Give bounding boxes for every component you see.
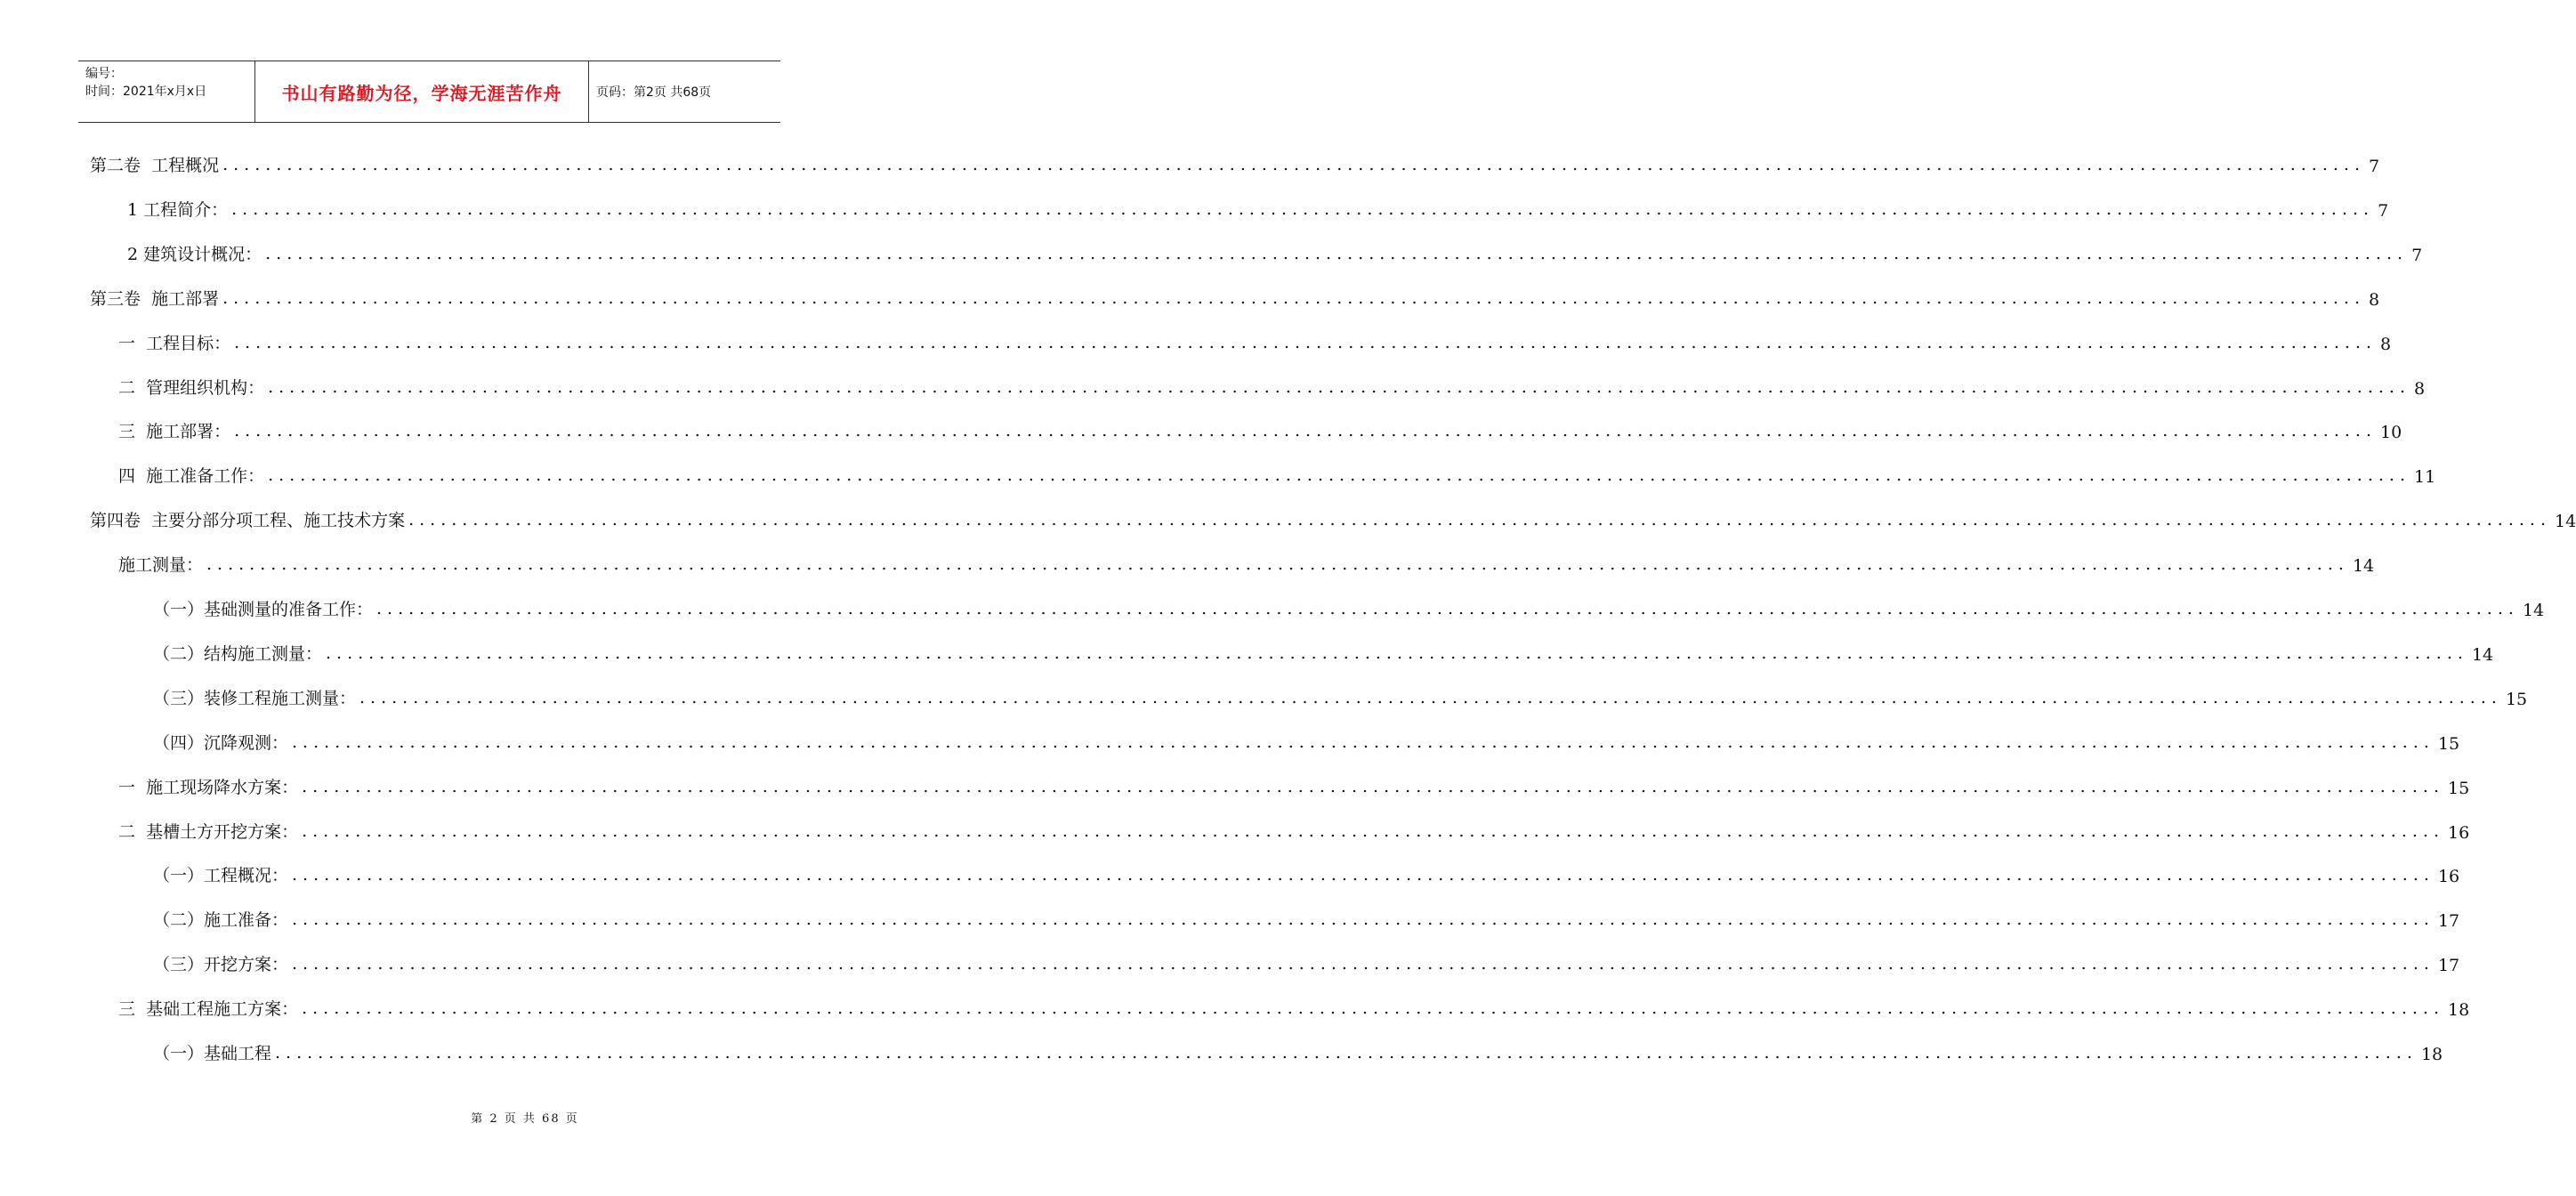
- toc-leader-dots: ........................................................................................................................................................................................................: [234, 421, 2378, 441]
- toc-entry-title: 2 建筑设计概况：: [127, 244, 262, 264]
- toc-leader-dots: ........................................................................................................................................................................................................: [222, 287, 2366, 308]
- toc-entry[interactable]: [118, 816, 2470, 843]
- toc-entry-page: 10: [2380, 423, 2402, 443]
- toc-leader-dots: ........................................................................................................................................................................................................: [302, 820, 2445, 841]
- toc-entry[interactable]: [153, 683, 2528, 709]
- toc-entry-page: 8: [2414, 378, 2426, 399]
- toc-entry[interactable]: [153, 638, 2494, 665]
- toc-entry-title: （一）基础测量的准备工作：: [153, 600, 374, 619]
- toc-leader-dots: ........................................................................................................................................................................................................: [275, 1043, 2418, 1063]
- toc-leader-dots: ........................................................................................................................................................................................................: [268, 376, 2411, 397]
- toc-leader-dots: ........................................................................................................................................................................................................: [265, 243, 2409, 263]
- toc-entry[interactable]: [90, 505, 2576, 532]
- toc-entry-title: 三 施工部署：: [118, 422, 231, 442]
- toc-entry[interactable]: [153, 727, 2460, 754]
- toc-entry-page: 15: [2505, 689, 2528, 709]
- toc-leader-dots: ........................................................................................................................................................................................................: [222, 155, 2366, 174]
- toc-entry-title: 一 工程目标：: [118, 333, 231, 353]
- toc-entry-page: 8: [2369, 289, 2380, 310]
- toc-leader-dots: ........................................................................................................................................................................................................: [359, 687, 2502, 707]
- toc-entry[interactable]: [90, 283, 2380, 310]
- toc-entry-title: （三）开挖方案：: [153, 955, 289, 975]
- toc-entry[interactable]: [118, 327, 2392, 354]
- toc-entry-page: 16: [2437, 867, 2460, 887]
- toc-entry-page: 18: [2448, 1000, 2470, 1021]
- toc-entry-page: 14: [2555, 512, 2576, 532]
- toc-entry[interactable]: [153, 594, 2545, 620]
- toc-leader-dots: ........................................................................................................................................................................................................: [268, 465, 2411, 486]
- toc-entry-page: 14: [2522, 601, 2545, 620]
- toc-entry[interactable]: [118, 993, 2470, 1021]
- toc-leader-dots: ........................................................................................................................................................................................................: [231, 198, 2375, 219]
- toc-leader-dots: ........................................................................................................................................................................................................: [292, 731, 2435, 752]
- toc-entry-page: 7: [2411, 245, 2423, 265]
- toc-entry-title: 第三卷 施工部署: [90, 288, 220, 309]
- toc-leader-dots: ........................................................................................................................................................................................................: [292, 954, 2435, 974]
- toc-entry-title: 四 施工准备工作：: [118, 466, 265, 487]
- header-motto: 书山有路勤为径，学海无涯苦作舟: [255, 61, 589, 122]
- toc-entry[interactable]: [118, 460, 2436, 488]
- toc-entry-page: 17: [2437, 911, 2460, 932]
- toc-entry-page: 14: [2352, 556, 2375, 577]
- toc-entry[interactable]: [90, 150, 2380, 176]
- toc-entry-page: 7: [2378, 200, 2389, 221]
- toc-entry-title: （一）基础工程: [153, 1044, 272, 1063]
- toc-entry-page: 11: [2414, 467, 2436, 488]
- toc-entry[interactable]: [127, 194, 2389, 221]
- toc-entry-title: （一）工程概况：: [153, 866, 289, 886]
- toc-entry[interactable]: [127, 238, 2423, 265]
- toc-entry-title: 三 基础工程施工方案：: [118, 999, 299, 1020]
- toc-entry-page: 8: [2380, 334, 2392, 354]
- toc-leader-dots: ........................................................................................................................................................................................................: [408, 510, 2552, 530]
- toc-entry-page: 7: [2369, 157, 2380, 176]
- toc-entry-title: 二 基槽土方开挖方案：: [118, 821, 299, 842]
- toc-entry-title: 一 施工现场降水方案：: [118, 777, 299, 797]
- toc-leader-dots: ........................................................................................................................................................................................................: [302, 776, 2445, 796]
- toc-entry[interactable]: [153, 1038, 2443, 1064]
- toc-leader-dots: ........................................................................................................................................................................................................: [376, 599, 2519, 618]
- toc-entry-title: 二 管理组织机构：: [118, 377, 265, 398]
- page-footer: 第 2 页 共 68 页: [471, 1112, 579, 1126]
- header-meta: [78, 61, 255, 122]
- toc-entry[interactable]: [153, 949, 2460, 976]
- toc-entry[interactable]: [118, 772, 2470, 798]
- toc-entry[interactable]: [118, 549, 2375, 577]
- toc-entry-title: （三）装修工程施工测量：: [153, 688, 357, 708]
- header-page-info: 页码：第2页 共68页: [596, 85, 712, 100]
- toc-entry-page: 17: [2437, 956, 2460, 976]
- toc-leader-dots: ........................................................................................................................................................................................................: [292, 865, 2435, 885]
- toc-entry-page: 14: [2471, 644, 2494, 665]
- toc-leader-dots: ........................................................................................................................................................................................................: [234, 332, 2378, 352]
- toc-entry-title: 第四卷 主要分部分项工程、施工技术方案: [90, 511, 406, 531]
- number-label: 编号：: [85, 67, 123, 81]
- toc-entry-page: 16: [2448, 822, 2470, 843]
- toc-entry-title: （二）施工准备：: [153, 910, 289, 931]
- toc-entry-page: 18: [2420, 1045, 2443, 1064]
- toc-entry-page: 15: [2448, 778, 2470, 798]
- toc-leader-dots: ........................................................................................................................................................................................................: [302, 998, 2445, 1019]
- toc-entry[interactable]: [153, 860, 2460, 887]
- toc-entry[interactable]: [118, 372, 2426, 399]
- toc-entry[interactable]: [153, 904, 2460, 932]
- time-label: 时间：2021年x月x日: [85, 85, 207, 99]
- page-header: [78, 61, 780, 123]
- toc-entry-title: （二）结构施工测量：: [153, 643, 323, 664]
- toc-entry-title: 第二卷 工程概况: [90, 156, 220, 175]
- toc-leader-dots: ........................................................................................................................................................................................................: [326, 642, 2468, 663]
- toc-entry-title: 施工测量：: [118, 555, 204, 576]
- toc-entry-page: 15: [2437, 733, 2460, 754]
- toc-entry-title: （四）沉降观测：: [153, 732, 289, 753]
- toc-leader-dots: ........................................................................................................................................................................................................: [206, 554, 2349, 575]
- toc-entry-title: 1 工程简介：: [127, 199, 229, 220]
- toc-leader-dots: ........................................................................................................................................................................................................: [292, 909, 2435, 930]
- toc-entry[interactable]: [118, 416, 2402, 443]
